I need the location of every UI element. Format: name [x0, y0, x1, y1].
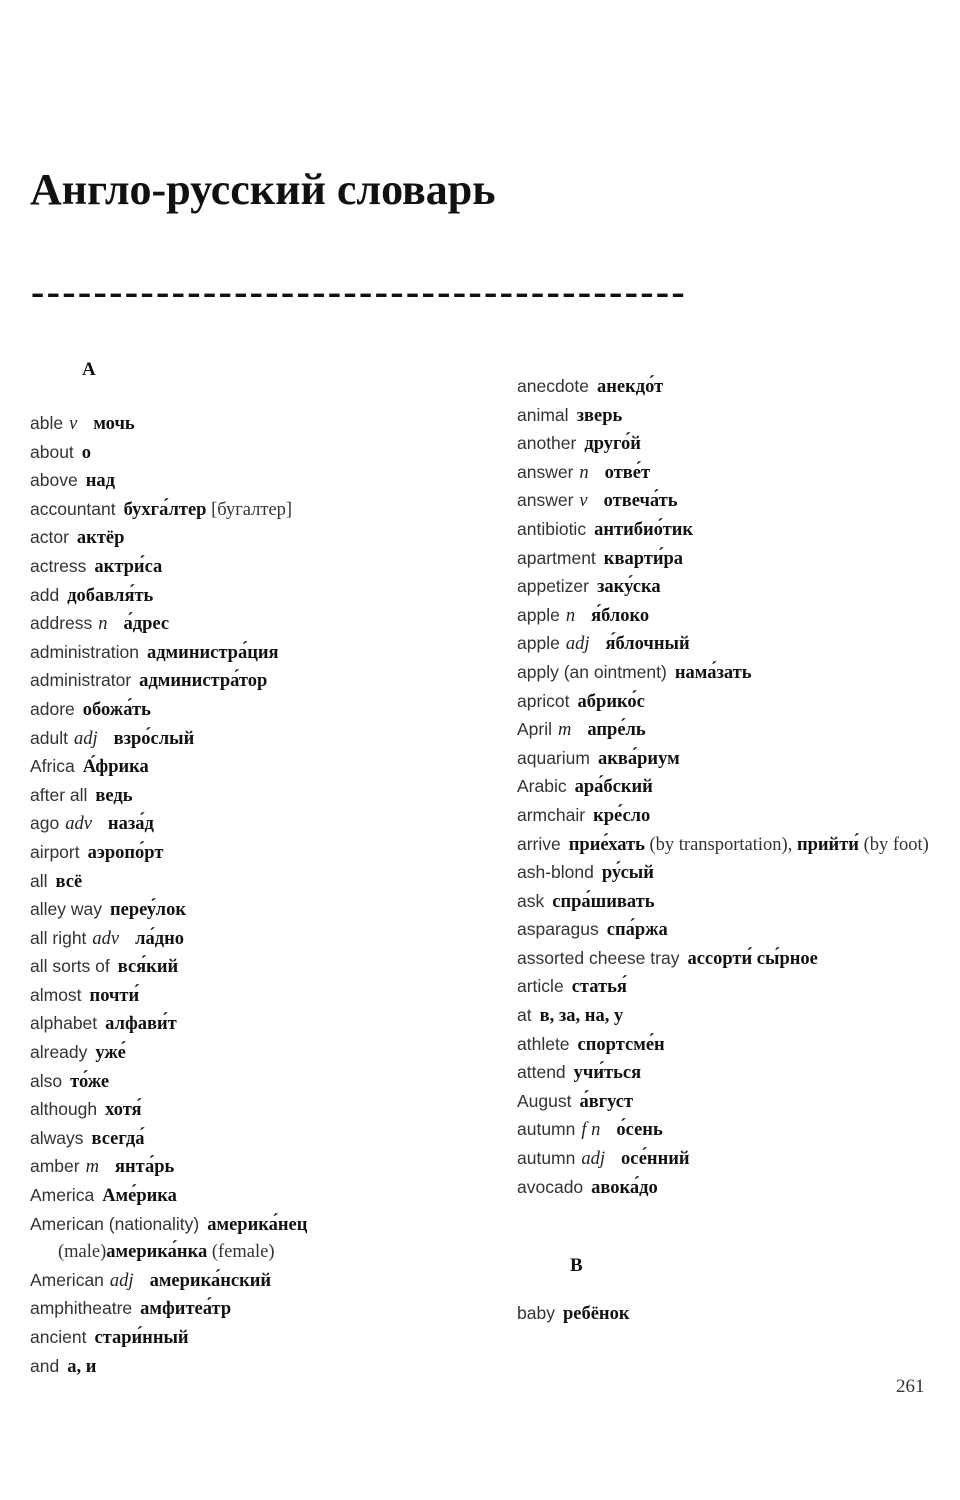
russian-translation: прийти́ [796, 834, 859, 855]
russian-translation: переу́лок [109, 900, 186, 921]
dictionary-entry [517, 573, 947, 602]
entry-list-a [30, 410, 460, 1381]
dictionary-entry [517, 1088, 947, 1117]
english-headword: arrive [517, 833, 561, 854]
dictionary-entry [30, 1324, 460, 1353]
english-headword: ago [30, 813, 60, 834]
usage-note: (by transportation), [644, 834, 797, 855]
russian-translation: ара́бский [574, 777, 653, 798]
english-headword: above [30, 470, 78, 491]
english-headword: answer [517, 461, 574, 482]
russian-translation: амфитеа́тр [140, 1299, 232, 1320]
russian-translation: стари́нный [94, 1328, 189, 1348]
dictionary-entry [30, 839, 460, 868]
dictionary-entry [517, 1174, 947, 1203]
english-headword: autumn [517, 1148, 576, 1169]
english-headword: administrator [30, 670, 132, 691]
english-headword: animal [517, 404, 569, 425]
russian-translation: прие́хать [568, 834, 645, 855]
russian-translation: а́дрес [123, 614, 170, 635]
part-of-speech: m [558, 720, 572, 741]
dictionary-entry [30, 1211, 460, 1267]
dictionary-entry [517, 487, 947, 516]
russian-translation: наза́д [107, 814, 154, 835]
dictionary-entry [30, 410, 460, 439]
english-headword: all [30, 870, 48, 891]
english-headword: anecdote [517, 376, 590, 396]
russian-translation: Аме́рика [102, 1186, 177, 1207]
russian-translation: учи́ться [573, 1063, 642, 1084]
dictionary-entry [517, 773, 947, 802]
dictionary-entry [517, 659, 947, 688]
section-letter-b: B [570, 1255, 583, 1277]
russian-translation: я́блочный [605, 634, 690, 655]
english-headword: apricot [517, 690, 570, 711]
russian-translation: нама́зать [674, 662, 752, 683]
left-column [30, 358, 460, 1381]
part-of-speech: adj [109, 1270, 134, 1291]
russian-translation: над [85, 471, 115, 492]
english-headword: alphabet [30, 1013, 98, 1034]
english-headword: ash-blond [517, 862, 594, 883]
russian-translation: кре́сло [593, 805, 651, 826]
dictionary-entry [30, 1068, 460, 1097]
russian-translation: администра́тор [139, 671, 268, 692]
russian-translation: ребёнок [562, 1304, 630, 1325]
dictionary-entry [517, 1145, 947, 1174]
dictionary-entry [30, 553, 460, 582]
russian-translation: уже́ [95, 1043, 126, 1064]
dictionary-entry [30, 982, 460, 1011]
russian-translation: а́вгуст [579, 1091, 634, 1112]
russian-translation: зверь [576, 405, 623, 426]
russian-translation: а, и [67, 1356, 97, 1377]
russian-translation: осе́нний [621, 1149, 690, 1170]
section-letter-a: A [82, 359, 96, 380]
english-headword: America [30, 1185, 95, 1206]
page-number: 261 [896, 1376, 925, 1397]
russian-translation: заку́ска [597, 577, 661, 598]
dictionary-entry [517, 630, 947, 659]
english-headword: autumn [517, 1119, 576, 1140]
russian-translation: вся́кий [117, 957, 179, 978]
dictionary-entry [517, 859, 947, 888]
english-headword: also [30, 1070, 63, 1091]
dictionary-entry [517, 1300, 947, 1329]
dictionary-entry [30, 696, 460, 725]
russian-translation: всегда́ [91, 1128, 145, 1149]
dictionary-entry [30, 439, 460, 468]
russian-translation: абрико́с [577, 691, 645, 712]
dictionary-entry [30, 1153, 460, 1182]
dictionary-entry [30, 753, 460, 782]
english-headword: airport [30, 841, 80, 862]
english-headword: about [30, 441, 74, 462]
dictionary-entry [517, 802, 947, 831]
dictionary-entry [517, 1031, 947, 1060]
english-headword: already [30, 1042, 88, 1063]
english-headword: apply (an ointment) [517, 661, 667, 682]
dictionary-entry [517, 1059, 947, 1088]
russian-translation: спортсме́н [577, 1034, 665, 1055]
english-headword: actor [30, 527, 69, 548]
english-headword: actress [30, 555, 87, 576]
dictionary-entry [30, 467, 460, 496]
russian-translation: ла́дно [135, 928, 185, 949]
russian-translation: америка́нка [106, 1242, 208, 1263]
dictionary-entry [517, 373, 947, 402]
russian-translation: А́фрика [82, 757, 149, 778]
russian-translation: отвеча́ть [603, 491, 678, 512]
russian-translation: то́же [70, 1071, 110, 1092]
russian-translation: авока́до [591, 1177, 658, 1198]
usage-note: (female) [207, 1242, 275, 1263]
russian-translation: янта́рь [114, 1157, 175, 1178]
dictionary-entry [30, 667, 460, 696]
dictionary-entry [30, 1039, 460, 1068]
english-headword: although [30, 1099, 98, 1120]
english-headword: August [517, 1090, 572, 1111]
english-headword: aquarium [517, 747, 590, 768]
part-of-speech: adv [92, 928, 120, 949]
english-headword: ask [517, 890, 545, 911]
part-of-speech: adj [565, 634, 590, 655]
dictionary-entry [517, 888, 947, 917]
part-of-speech: adj [581, 1149, 606, 1170]
russian-translation: статья́ [571, 977, 627, 998]
english-headword: accountant [30, 498, 116, 519]
dictionary-entry [517, 1116, 947, 1145]
dictionary-entry [30, 524, 460, 553]
russian-translation: антибио́тик [594, 519, 694, 540]
dictionary-entry [30, 868, 460, 897]
russian-translation: друго́й [584, 434, 641, 455]
russian-translation: спа́ржа [606, 920, 668, 941]
dictionary-entry [517, 745, 947, 774]
usage-note: (male) [58, 1242, 107, 1263]
english-headword: address [30, 613, 93, 634]
dictionary-entry [30, 810, 460, 839]
russian-translation: администра́ция [146, 642, 279, 663]
english-headword: appetizer [517, 576, 589, 597]
dictionary-entry [517, 430, 947, 459]
english-headword: April [517, 719, 553, 740]
dictionary-entry [30, 782, 460, 811]
dictionary-entry [30, 639, 460, 668]
dictionary-entry [517, 1002, 947, 1031]
russian-translation: обожа́ть [82, 699, 151, 720]
right-column [517, 373, 947, 1329]
dictionary-entry [517, 402, 947, 431]
part-of-speech: adj [73, 728, 98, 749]
english-headword: apple [517, 604, 560, 625]
russian-translation: спра́шивать [552, 891, 655, 912]
english-headword: Africa [30, 756, 75, 777]
english-headword: amber [30, 1156, 80, 1177]
dictionary-entry [517, 716, 947, 745]
english-headword: ancient [30, 1327, 87, 1347]
part-of-speech: m [85, 1157, 99, 1178]
russian-translation: ассорти́ сы́рное [687, 948, 818, 969]
dictionary-entry [517, 973, 947, 1002]
dictionary-entry [30, 953, 460, 982]
english-headword: American (nationality) [30, 1213, 200, 1234]
russian-translation: отве́т [604, 462, 651, 483]
english-headword: almost [30, 984, 82, 1005]
dictionary-entry [30, 896, 460, 925]
english-headword: apartment [517, 547, 596, 568]
dictionary-entry [30, 610, 460, 639]
english-headword: asparagus [517, 919, 599, 940]
russian-translation: мочь [93, 414, 135, 434]
part-of-speech: adv [65, 814, 92, 835]
russian-translation: взро́слый [113, 728, 195, 749]
dictionary-entry [30, 1096, 460, 1125]
russian-translation: я́блоко [591, 605, 650, 626]
english-headword: alley way [30, 899, 102, 920]
dictionary-entry [30, 496, 460, 525]
english-headword: at [517, 1005, 532, 1026]
dictionary-entry [30, 925, 460, 954]
russian-translation: актёр [76, 528, 125, 549]
entry-list-b [517, 1300, 947, 1329]
russian-translation: в, за, на, у [539, 1006, 624, 1027]
english-headword: Arabic [517, 776, 567, 797]
russian-translation: о́сень [616, 1120, 663, 1141]
dictionary-entry [30, 1010, 460, 1039]
english-headword: administration [30, 641, 139, 662]
russian-translation: ру́сый [601, 863, 654, 884]
english-headword: able [30, 413, 64, 433]
dictionary-entry [517, 602, 947, 631]
english-headword: baby [517, 1303, 555, 1324]
russian-translation: алфави́т [105, 1014, 177, 1035]
dictionary-entry [30, 725, 460, 754]
part-of-speech: n [579, 462, 589, 483]
dictionary-entry [517, 459, 947, 488]
english-headword: antibiotic [517, 518, 587, 539]
dictionary-entry [30, 1182, 460, 1211]
english-headword: add [30, 584, 60, 605]
russian-translation: аэропо́рт [87, 842, 164, 863]
dictionary-entry [517, 545, 947, 574]
russian-translation: апре́ль [587, 720, 646, 741]
english-headword: article [517, 976, 564, 997]
dictionary-entry [517, 516, 947, 545]
english-headword: answer [517, 490, 574, 511]
russian-translation: почти́ [89, 985, 140, 1006]
part-of-speech: v [579, 491, 588, 512]
dashed-rule: ------------------------------------------ [31, 269, 688, 314]
dictionary-entry [517, 831, 947, 860]
english-headword: American [30, 1269, 104, 1290]
russian-translation: анекдо́т [597, 377, 664, 397]
dictionary-entry [30, 1125, 460, 1154]
russian-translation: актри́са [94, 556, 163, 577]
russian-translation: америка́нец [207, 1214, 308, 1235]
english-headword: and [30, 1355, 60, 1376]
english-headword: all right [30, 927, 87, 948]
russian-translation: добавля́ть [67, 585, 154, 606]
english-headword: assorted cheese tray [517, 947, 680, 968]
english-headword: all sorts of [30, 956, 110, 977]
part-of-speech: n [98, 614, 108, 635]
english-headword: athlete [517, 1033, 570, 1054]
russian-translation: о [81, 442, 92, 463]
dictionary-entry [517, 945, 947, 974]
part-of-speech: n [565, 605, 576, 626]
english-headword: after all [30, 784, 88, 805]
entry-list-a-continued [517, 373, 947, 1202]
russian-translation: всё [55, 871, 83, 892]
part-of-speech: v [69, 414, 78, 434]
russian-translation: америка́нский [149, 1270, 272, 1291]
usage-note: (by foot) [858, 834, 929, 855]
english-headword: another [517, 433, 577, 454]
english-headword: avocado [517, 1176, 584, 1197]
dictionary-entry [517, 688, 947, 717]
part-of-speech: f n [581, 1120, 601, 1141]
russian-translation: бухга́лтер [123, 499, 207, 520]
english-headword: armchair [517, 804, 586, 825]
dictionary-entry [30, 582, 460, 611]
dictionary-entry [30, 1267, 460, 1296]
russian-translation: ведь [95, 785, 133, 806]
english-headword: adore [30, 698, 75, 719]
usage-note: [бугалтер] [206, 499, 293, 520]
dictionary-entry [30, 1295, 460, 1324]
english-headword: adult [30, 727, 68, 748]
russian-translation: хотя́ [105, 1100, 142, 1121]
english-headword: attend [517, 1062, 566, 1083]
dictionary-entry [517, 916, 947, 945]
russian-translation: аква́риум [597, 748, 680, 769]
russian-translation: кварти́ра [603, 548, 684, 569]
page-title: Англо-русский словарь [30, 165, 496, 214]
english-headword: always [30, 1127, 84, 1148]
dictionary-entry [30, 1353, 460, 1382]
english-headword: apple [517, 633, 560, 654]
english-headword: amphitheatre [30, 1298, 133, 1319]
